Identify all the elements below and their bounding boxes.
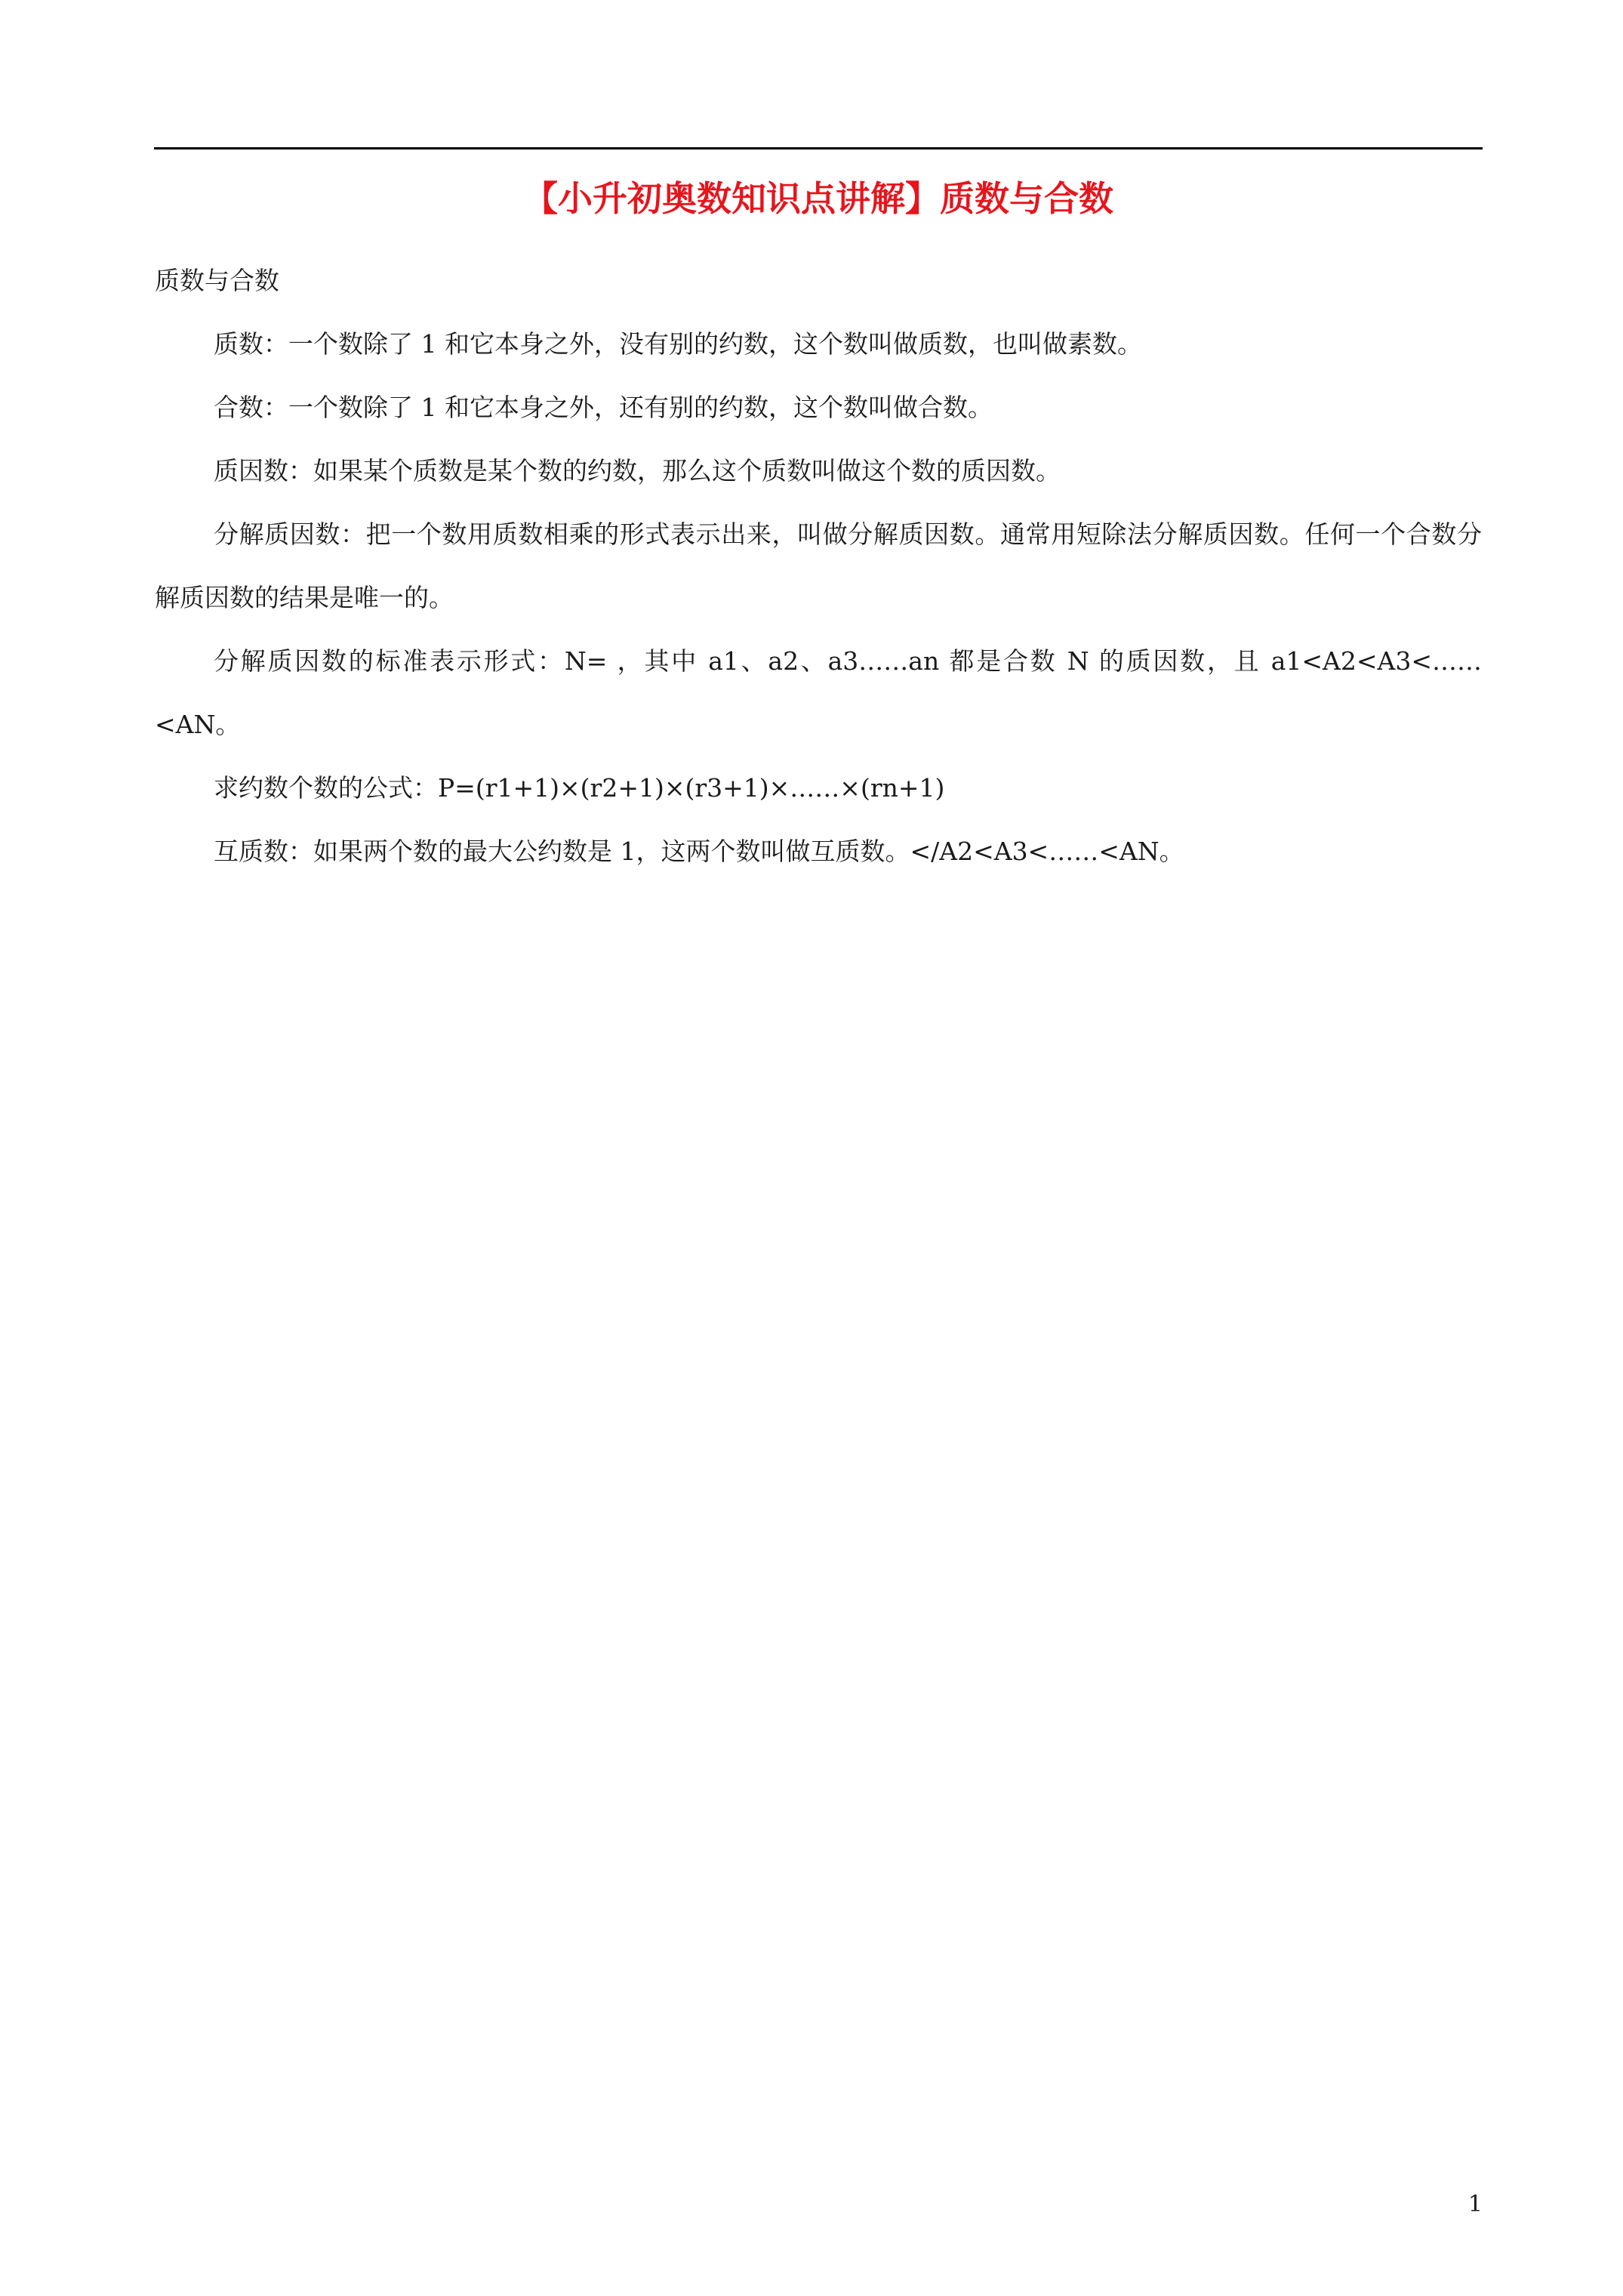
paragraph-prime-definition: 质数：一个数除了 1 和它本身之外，没有别的约数，这个数叫做质数，也叫做素数。 bbox=[214, 329, 1142, 359]
paragraph-prime-factor-definition: 质因数：如果某个质数是某个数的约数，那么这个质数叫做这个数的质因数。 bbox=[214, 456, 1061, 485]
paragraph-divisor-count-formula: 求约数个数的公式：P=(r1+1)×(r2+1)×(r3+1)×……×(rn+1) bbox=[214, 773, 945, 803]
page-title: 【小升初奥数知识点讲解】质数与合数 bbox=[523, 178, 1113, 219]
header-divider bbox=[154, 147, 1483, 149]
paragraph-standard-form: 分解质因数的标准表示形式：N= ，其中 a1、a2、a3……an 都是合数 N 的质因数，且 a1<A2<A3<……<AN。 bbox=[155, 646, 1482, 739]
paragraph-coprime-definition: 互质数：如果两个数的最大公约数是 1，这两个数叫做互质数。</A2<A3<……<AN。 bbox=[214, 837, 1184, 866]
page-number: 1 bbox=[1467, 2191, 1483, 2217]
section-label: 质数与合数 bbox=[155, 266, 279, 295]
paragraph-prime-factorization: 分解质因数：把一个数用质数相乘的形式表示出来，叫做分解质因数。通常用短除法分解质因数。任何一个合数分解质因数的结果是唯一的。 bbox=[155, 519, 1482, 612]
paragraph-composite-definition: 合数：一个数除了 1 和它本身之外，还有别的约数，这个数叫做合数。 bbox=[214, 393, 993, 422]
document-body bbox=[155, 249, 1482, 883]
